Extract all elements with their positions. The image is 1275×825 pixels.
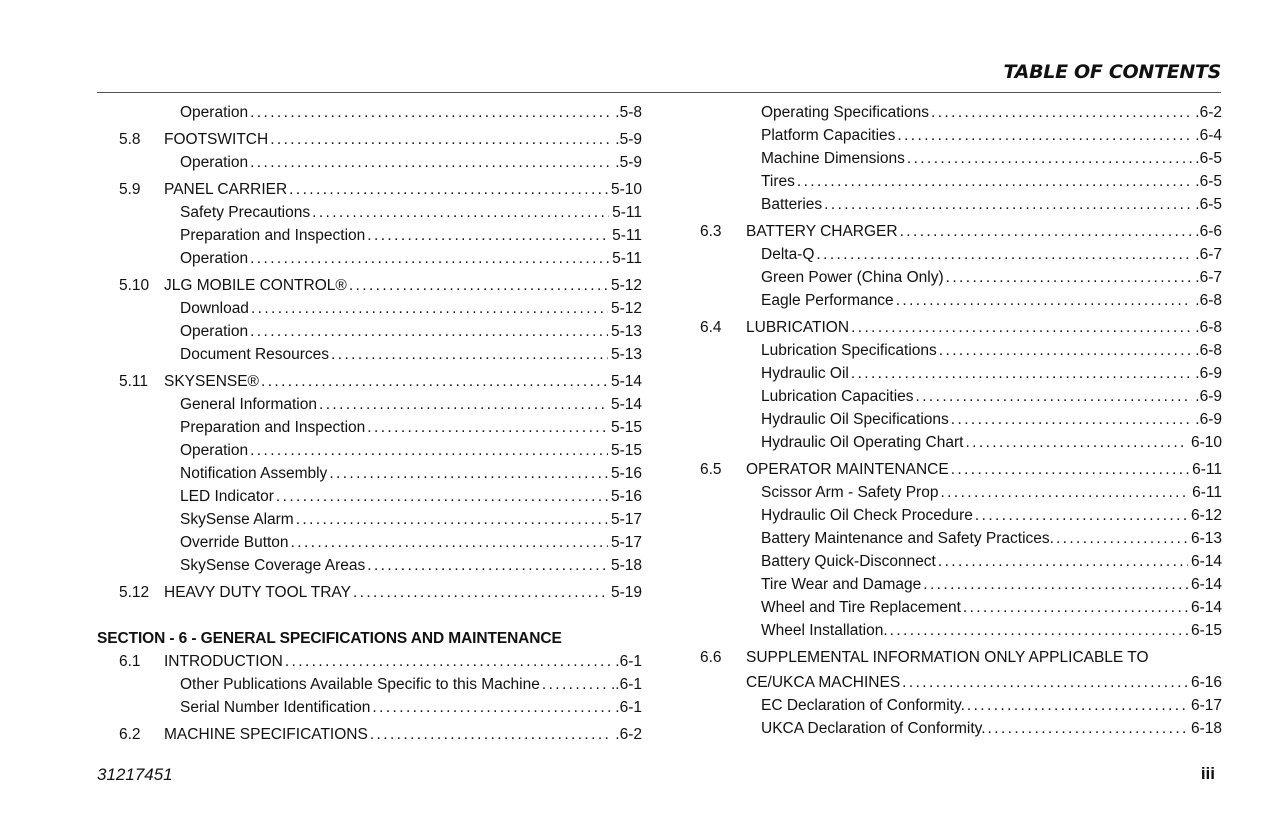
- toc-entry-title: Operation: [180, 104, 249, 121]
- toc-entry-title-wrap: [761, 622, 1191, 642]
- toc-subsection-entry[interactable]: [700, 101, 1222, 124]
- toc-entry-title: Green Power (China Only): [761, 269, 944, 286]
- dot-leader: [270, 131, 612, 149]
- toc-entry-title: SUPPLEMENTAL INFORMATION ONLY APPLICABLE TO: [746, 649, 1149, 666]
- toc-right-column: [700, 101, 1222, 740]
- toc-subsection-entry[interactable]: [700, 481, 1222, 504]
- toc-entry-title: Hydraulic Oil: [761, 365, 849, 382]
- dot-leader: [946, 269, 1193, 287]
- toc-section-entry[interactable]: [97, 128, 642, 151]
- dot-leader: [250, 154, 612, 172]
- dot-leader: [797, 173, 1192, 191]
- toc-entry-title-wrap: [761, 388, 1195, 408]
- toc-entry-page: .6-5: [1195, 150, 1222, 167]
- dot-leader: [897, 127, 1192, 145]
- toc-entry-page: .6-2: [1195, 104, 1222, 121]
- toc-entry-page: 5-12: [610, 300, 642, 317]
- toc-entry-title-wrap: [761, 269, 1195, 289]
- toc-entry-number: 6.4: [700, 319, 722, 336]
- toc-entry-title: Operation: [180, 250, 249, 267]
- toc-entry-page: 5-16: [610, 488, 642, 505]
- toc-subsection-entry[interactable]: [700, 550, 1222, 573]
- toc-entry-title: Preparation and Inspection: [180, 227, 366, 244]
- toc-entry-title-wrap: [180, 419, 611, 439]
- toc-entry-page: .6-6: [1195, 223, 1222, 240]
- toc-entry-title: HEAVY DUTY TOOL TRAY: [164, 584, 351, 601]
- toc-entry-title-wrap: [761, 507, 1191, 527]
- toc-entry-title-wrap: [761, 150, 1195, 170]
- toc-subsection-entry[interactable]: [700, 527, 1222, 550]
- toc-entry-title: Notification Assembly: [180, 465, 328, 482]
- toc-entry-page: .6-8: [1195, 292, 1222, 309]
- toc-entry-title-wrap: [180, 204, 612, 224]
- dot-leader: [916, 388, 1193, 406]
- toc-entry-title: Scissor Arm - Safety Prop: [761, 484, 939, 501]
- toc-entry-title: Battery Maintenance and Safety Practices.: [761, 530, 1054, 547]
- toc-entry-title: Other Publications Available Specific to this Machine: [180, 676, 540, 693]
- toc-entry-number: 6.3: [700, 223, 722, 240]
- toc-entry-number: 6.2: [119, 726, 141, 743]
- dot-leader: [939, 342, 1193, 360]
- toc-subsection-entry[interactable]: [700, 243, 1222, 266]
- toc-subsection-entry[interactable]: [97, 201, 642, 224]
- toc-subsection-entry[interactable]: [97, 531, 642, 554]
- dot-leader: [900, 223, 1193, 241]
- toc-entry-title: EC Declaration of Conformity.: [761, 697, 965, 714]
- toc-entry-page: .6-9: [1195, 365, 1222, 382]
- toc-entry-title: Tires: [761, 173, 795, 190]
- page-header-title: TABLE OF CONTENTS: [1003, 61, 1221, 83]
- toc-entry-title: BATTERY CHARGER: [746, 223, 898, 240]
- toc-entry-page: 6-14: [1190, 576, 1222, 593]
- toc-entry-title-wrap: [180, 488, 611, 508]
- toc-entry-page: 5-11: [612, 204, 642, 221]
- toc-subsection-entry[interactable]: [97, 554, 642, 577]
- toc-entry-title: Serial Number Identification: [180, 699, 371, 716]
- toc-entry-title: Hydraulic Oil Specifications: [761, 411, 949, 428]
- toc-entry-title: Operation: [180, 154, 249, 171]
- toc-entry-page: 5-12: [610, 277, 642, 294]
- toc-entry-page: .6-1: [615, 653, 642, 670]
- toc-entry-title: Hydraulic Oil Check Procedure: [761, 507, 973, 524]
- toc-entry-title-wrap: [164, 373, 611, 393]
- toc-section-entry[interactable]: [700, 220, 1222, 243]
- toc-entry-title-wrap: [761, 246, 1195, 266]
- toc-entry-title: Safety Precautions: [180, 204, 311, 221]
- toc-entry-page: 5-10: [610, 181, 642, 198]
- toc-entry-title-wrap: [761, 365, 1195, 385]
- dot-leader: [940, 484, 1189, 502]
- toc-entry-title-wrap: [761, 127, 1195, 147]
- toc-entry-title: Tire Wear and Damage: [761, 576, 922, 593]
- toc-entry-title-wrap: [180, 154, 615, 174]
- dot-leader: [851, 319, 1192, 337]
- toc-entry-title-wrap: [180, 250, 612, 270]
- dot-leader: [250, 250, 609, 268]
- dot-leader: [319, 396, 608, 414]
- toc-subsection-entry[interactable]: [97, 101, 642, 124]
- toc-entry-title: Lubrication Specifications: [761, 342, 937, 359]
- toc-entry-page: .6-5: [1195, 173, 1222, 190]
- toc-entry-page: .6-9: [1195, 388, 1222, 405]
- toc-entry-number: 5.11: [119, 373, 149, 390]
- dot-leader: [250, 323, 608, 341]
- toc-entry-page: 6-14: [1190, 599, 1222, 616]
- dot-leader: [372, 699, 612, 717]
- toc-entry-title-wrap: [761, 292, 1195, 312]
- toc-subsection-entry[interactable]: [700, 147, 1222, 170]
- dot-leader: [331, 346, 608, 364]
- toc-entry-title-wrap: [761, 530, 1191, 550]
- dot-leader: [349, 277, 608, 295]
- toc-entry-title-wrap: [164, 277, 611, 297]
- toc-entry-page: 5-16: [610, 465, 642, 482]
- toc-entry-title: Battery Quick-Disconnect: [761, 553, 936, 570]
- dot-leader: [965, 434, 1188, 452]
- toc-entry-page: .6-9: [1195, 411, 1222, 428]
- dot-leader: [975, 507, 1188, 525]
- dot-leader: [250, 104, 612, 122]
- toc-entry-title-wrap: [180, 442, 611, 462]
- toc-entry-number: 5.8: [119, 131, 141, 148]
- toc-subsection-entry[interactable]: [97, 673, 642, 696]
- dot-leader: [291, 534, 608, 552]
- toc-subsection-entry[interactable]: [97, 508, 642, 531]
- toc-subsection-entry[interactable]: [97, 439, 642, 462]
- toc-subsection-entry[interactable]: [97, 696, 642, 719]
- toc-entry-number: 5.9: [119, 181, 141, 198]
- toc-entry-page: 5-18: [610, 557, 642, 574]
- toc-entry-title: Operation: [180, 323, 249, 340]
- toc-entry-page: 6-10: [1190, 434, 1222, 451]
- toc-entry-title-wrap: [761, 576, 1191, 596]
- toc-entry-title: Hydraulic Oil Operating Chart: [761, 434, 964, 451]
- toc-entry-title-wrap: [164, 181, 611, 201]
- toc-entry-title-wrap: [180, 534, 611, 554]
- toc-entry-title-wrap: [180, 227, 612, 247]
- toc-entry-page: 5-11: [612, 227, 642, 244]
- toc-entry-page: 5-17: [610, 511, 642, 528]
- toc-entry-title-wrap: [180, 557, 611, 577]
- toc-subsection-entry[interactable]: [700, 504, 1222, 527]
- toc-subsection-entry[interactable]: [97, 151, 642, 174]
- toc-entry-title-wrap: [761, 599, 1191, 619]
- toc-subsection-entry[interactable]: [700, 124, 1222, 147]
- toc-subsection-entry[interactable]: [97, 343, 642, 366]
- toc-entry-page: 5-14: [610, 373, 642, 390]
- toc-entry-title: Platform Capacities: [761, 127, 896, 144]
- dot-leader: [251, 300, 608, 318]
- dot-leader: [261, 373, 608, 391]
- toc-subsection-entry[interactable]: [97, 462, 642, 485]
- toc-entry-title-wrap: [164, 131, 615, 151]
- toc-section-entry[interactable]: [97, 274, 642, 297]
- toc-entry-title: Lubrication Capacities: [761, 388, 914, 405]
- toc-entry-page: .5-9: [615, 154, 642, 171]
- dot-leader: [907, 150, 1192, 168]
- dot-leader: [951, 411, 1192, 429]
- toc-entry-title: CE/UKCA MACHINES: [746, 674, 901, 691]
- toc-entry-title-wrap: [746, 649, 1222, 669]
- dot-leader: [851, 365, 1192, 383]
- toc-entry-title-wrap: [180, 511, 611, 531]
- toc-subsection-entry[interactable]: [700, 193, 1222, 216]
- toc-entry-title: SkySense Alarm: [180, 511, 294, 528]
- dot-leader: [931, 104, 1192, 122]
- toc-entry-page: 6-16: [1190, 674, 1222, 691]
- toc-entry-number: 6.6: [700, 649, 722, 666]
- toc-entry-page: 5-19: [610, 584, 642, 601]
- toc-subsection-entry[interactable]: [700, 362, 1222, 385]
- toc-section-entry[interactable]: [97, 650, 642, 673]
- toc-entry-page: .6-2: [615, 726, 642, 743]
- toc-entry-title-wrap: [746, 461, 1192, 481]
- document-number: 31217451: [97, 765, 173, 784]
- dot-leader: [963, 599, 1188, 617]
- toc-entry-page: 5-17: [610, 534, 642, 551]
- toc-entry-title: SKYSENSE®: [164, 373, 259, 390]
- header-rule: [97, 92, 1221, 93]
- dot-leader: [902, 674, 1188, 692]
- dot-leader: [896, 292, 1193, 310]
- dot-leader: [824, 196, 1192, 214]
- toc-subsection-entry[interactable]: [700, 408, 1222, 431]
- toc-entry-page: 6-15: [1190, 622, 1222, 639]
- toc-section-entry[interactable]: [700, 671, 1222, 694]
- dot-leader: [312, 204, 609, 222]
- toc-subsection-entry[interactable]: [97, 393, 642, 416]
- dot-leader: [370, 726, 612, 744]
- toc-section-entry[interactable]: [97, 723, 642, 746]
- dot-leader: [296, 511, 608, 529]
- toc-subsection-entry[interactable]: [97, 485, 642, 508]
- dot-leader: [329, 465, 608, 483]
- toc-entry-title-wrap: [761, 411, 1195, 431]
- toc-entry-title: UKCA Declaration of Conformity.: [761, 720, 986, 737]
- toc-entry-title: PANEL CARRIER: [164, 181, 288, 198]
- toc-entry-number: 6.5: [700, 461, 722, 478]
- toc-entry-title: Batteries: [761, 196, 823, 213]
- toc-entry-title-wrap: [761, 196, 1195, 216]
- toc-entry-page: 5-11: [612, 250, 642, 267]
- toc-entry-page: .6-8: [1195, 319, 1222, 336]
- dot-leader: [1056, 530, 1188, 548]
- toc-entry-title: FOOTSWITCH: [164, 131, 269, 148]
- toc-entry-title: Wheel and Tire Replacement: [761, 599, 961, 616]
- toc-entry-title-wrap: [761, 342, 1195, 362]
- toc-entry-page: .6-7: [1195, 246, 1222, 263]
- toc-subsection-entry[interactable]: [700, 694, 1222, 717]
- toc-entry-page: .5-9: [615, 131, 642, 148]
- toc-entry-page: .6-8: [1195, 342, 1222, 359]
- toc-entry-page: 5-15: [610, 442, 642, 459]
- toc-entry-page: 5-13: [610, 323, 642, 340]
- toc-entry-title-wrap: [761, 484, 1192, 504]
- toc-section-entry[interactable]: [700, 458, 1222, 481]
- toc-subsection-entry[interactable]: [97, 224, 642, 247]
- toc-entry-title: Operation: [180, 442, 249, 459]
- page-number: iii: [1200, 764, 1215, 783]
- toc-entry-title-wrap: [164, 584, 611, 604]
- toc-entry-title: MACHINE SPECIFICATIONS: [164, 726, 368, 743]
- toc-subsection-entry[interactable]: [700, 573, 1222, 596]
- toc-entry-page: .6-5: [1195, 196, 1222, 213]
- toc-left-column: [97, 101, 642, 746]
- toc-entry-page: 5-13: [610, 346, 642, 363]
- toc-entry-title: LED Indicator: [180, 488, 274, 505]
- toc-entry-page: 6-11: [1192, 484, 1222, 501]
- dot-leader: [923, 576, 1188, 594]
- toc-entry-title-wrap: [164, 726, 615, 746]
- toc-entry-title: Preparation and Inspection: [180, 419, 366, 436]
- toc-entry-number: 6.1: [119, 653, 141, 670]
- toc-entry-page: 6-11: [1192, 461, 1222, 478]
- toc-entry-title-wrap: [180, 346, 611, 366]
- toc-entry-page: 5-14: [610, 396, 642, 413]
- toc-subsection-entry[interactable]: [700, 619, 1222, 642]
- dot-leader: [353, 584, 608, 602]
- toc-section-entry[interactable]: [97, 178, 642, 201]
- toc-subsection-entry[interactable]: [700, 431, 1222, 454]
- dot-leader: [967, 697, 1188, 715]
- toc-entry-title-wrap: [746, 674, 1191, 694]
- toc-entry-page: .5-8: [615, 104, 642, 121]
- toc-entry-title: JLG MOBILE CONTROL®: [164, 277, 347, 294]
- toc-entry-title-wrap: [746, 223, 1195, 243]
- toc-entry-page: ..6-1: [610, 676, 642, 693]
- dot-leader: [367, 419, 608, 437]
- toc-subsection-entry[interactable]: [700, 170, 1222, 193]
- toc-entry-title-wrap: [761, 104, 1195, 124]
- dot-leader: [890, 622, 1188, 640]
- dot-leader: [250, 442, 608, 460]
- dot-leader: [988, 720, 1188, 738]
- toc-entry-title: Operating Specifications: [761, 104, 930, 121]
- toc-entry-page: 6-18: [1190, 720, 1222, 737]
- toc-entry-page: 6-12: [1190, 507, 1222, 524]
- toc-subsection-entry[interactable]: [700, 596, 1222, 619]
- toc-entry-title: Override Button: [180, 534, 289, 551]
- toc-entry-number: 5.10: [119, 277, 150, 294]
- toc-entry-title-wrap: [746, 319, 1195, 339]
- toc-entry-title: INTRODUCTION: [164, 653, 283, 670]
- toc-entry-page: 6-14: [1190, 553, 1222, 570]
- toc-entry-title-wrap: [180, 300, 611, 320]
- toc-entry-page: 5-15: [610, 419, 642, 436]
- toc-entry-title: OPERATOR MAINTENANCE: [746, 461, 949, 478]
- dot-leader: [542, 676, 608, 694]
- toc-entry-title: Download: [180, 300, 249, 317]
- toc-section-entry[interactable]: [700, 646, 1222, 669]
- toc-subsection-entry[interactable]: [97, 320, 642, 343]
- toc-section-entry[interactable]: [97, 370, 642, 393]
- toc-entry-title-wrap: [761, 434, 1191, 454]
- toc-entry-title-wrap: [164, 653, 615, 673]
- dot-leader: [367, 557, 608, 575]
- dot-leader: [938, 553, 1188, 571]
- toc-subsection-entry[interactable]: [97, 297, 642, 320]
- toc-subsection-entry[interactable]: [700, 717, 1222, 740]
- dot-leader: [289, 181, 608, 199]
- toc-entry-page: .6-7: [1195, 269, 1222, 286]
- toc-entry-title: General Information: [180, 396, 317, 413]
- toc-entry-number: 5.12: [119, 584, 150, 601]
- toc-subsection-entry[interactable]: [700, 339, 1222, 362]
- toc-entry-page: .6-4: [1195, 127, 1222, 144]
- toc-entry-title-wrap: [761, 697, 1191, 717]
- dot-leader: [285, 653, 612, 671]
- toc-entry-title-wrap: [180, 104, 615, 124]
- toc-entry-title-wrap: [180, 699, 615, 719]
- toc-entry-title: LUBRICATION: [746, 319, 850, 336]
- toc-entry-title: Eagle Performance: [761, 292, 894, 309]
- dot-leader: [276, 488, 608, 506]
- toc-entry-title: Document Resources: [180, 346, 330, 363]
- dot-leader: [367, 227, 609, 245]
- toc-entry-title-wrap: [180, 396, 611, 416]
- toc-subsection-entry[interactable]: [97, 247, 642, 270]
- toc-entry-page: 6-13: [1190, 530, 1222, 547]
- toc-entry-title-wrap: [761, 553, 1191, 573]
- toc-entry-title-wrap: [180, 465, 611, 485]
- toc-entry-title-wrap: [761, 720, 1191, 740]
- toc-entry-title-wrap: [761, 173, 1195, 193]
- toc-subsection-entry[interactable]: [700, 385, 1222, 408]
- toc-entry-title-wrap: [180, 323, 611, 343]
- toc-entry-title: SkySense Coverage Areas: [180, 557, 366, 574]
- toc-subsection-entry[interactable]: [97, 416, 642, 439]
- toc-subsection-entry[interactable]: [700, 266, 1222, 289]
- toc-entry-title-wrap: [180, 676, 611, 696]
- toc-entry-page: 6-17: [1190, 697, 1222, 714]
- toc-section-entry[interactable]: [97, 581, 642, 604]
- toc-entry-page: .6-1: [615, 699, 642, 716]
- dot-leader: [951, 461, 1189, 479]
- toc-entry-title: Machine Dimensions: [761, 150, 905, 167]
- section-heading: SECTION - 6 - GENERAL SPECIFICATIONS AND MAINTENANCE: [97, 630, 562, 647]
- toc-entry-title: Delta-Q: [761, 246, 815, 263]
- toc-entry-title: Wheel Installation.: [761, 622, 888, 639]
- toc-subsection-entry[interactable]: [700, 289, 1222, 312]
- toc-section-entry[interactable]: [700, 316, 1222, 339]
- dot-leader: [816, 246, 1192, 264]
